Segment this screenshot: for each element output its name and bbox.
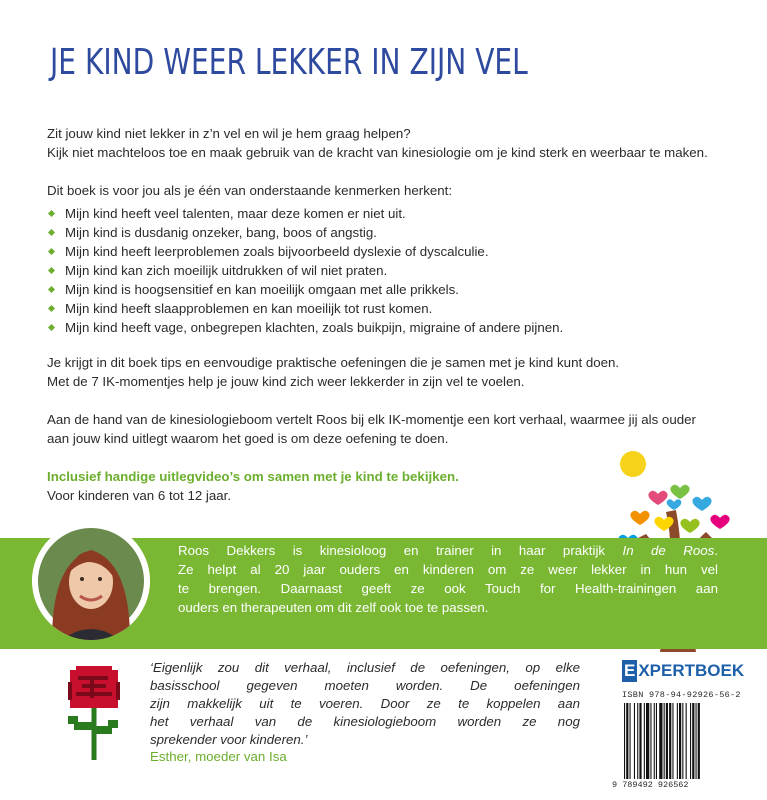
- list-heading: Dit boek is voor jou als je één van onderstaande kenmerken herkent:: [47, 183, 453, 198]
- quote-line: basisschool gegeven moeten worden. De oefeningen: [150, 678, 580, 693]
- author-bio-line-2: Ze helpt al 20 jaar ouders en kinderen om ze weer lekker in hun vel: [178, 562, 718, 577]
- quote-line: sprekender voor kinderen.’: [150, 732, 308, 747]
- author-bio-line-1: Roos Dekkers is kinesioloog en trainer in haar praktijk In de Roos.: [178, 543, 719, 558]
- pixel-rose-illustration: [60, 664, 130, 764]
- list-item: Mijn kind heeft leerproblemen zoals bijvoorbeeld dyslexie of dyscalculie.: [47, 242, 563, 261]
- list-item: Mijn kind is hoogsensitief en kan moeilijk omgaan met alle prikkels.: [47, 280, 563, 299]
- testimonial-quote: [150, 659, 580, 749]
- author-bio: [178, 541, 718, 617]
- book-title: JE KIND WEER LEKKER IN ZIJN VEL: [50, 42, 528, 83]
- tips-line-2: Met de 7 IK-momentjes help je jouw kind zich weer lekkerder in zijn vel te voelen.: [47, 374, 525, 389]
- intro-line-2: Kijk niet machteloos toe en maak gebruik van de kracht van kinesiologie om je kind sterk en weerbaar te maken.: [47, 145, 708, 160]
- quote-line: zijn makkelijk uit te voeren. Door ze te koppelen aan: [150, 696, 580, 711]
- publisher-logo: E XPERTBOEK: [624, 661, 745, 680]
- barcode: [622, 703, 730, 781]
- tips-line-1: Je krijgt in dit boek tips en eenvoudige praktische oefeningen die je samen met je kind kunt doen.: [47, 355, 620, 370]
- feature-list: [47, 204, 563, 337]
- list-item: Mijn kind is dusdanig onzeker, bang, boos of angstig.: [47, 223, 563, 242]
- intro-line-1: Zit jouw kind niet lekker in z’n vel en wil je hem graag helpen?: [47, 126, 411, 141]
- list-item: Mijn kind heeft slaapproblemen en kan moeilijk tot rust komen.: [47, 299, 563, 318]
- barcode-digits: 9 789492 926562: [612, 780, 689, 790]
- author-bio-line-3: te brengen. Daarnaast geeft ze ook Touch for Health-trainingen aan: [178, 581, 718, 596]
- list-item: Mijn kind heeft vage, onbegrepen klachten, zoals buikpijn, migraine of andere pijnen.: [47, 318, 563, 337]
- isbn-label: ISBN 978-94-92926-56-2: [622, 690, 741, 700]
- author-photo: [32, 522, 150, 640]
- quote-line: ‘Eigenlijk zou dit verhaal, inclusief de oefeningen, op elke: [150, 660, 580, 675]
- list-item: Mijn kind kan zich moeilijk uitdrukken of wil niet praten.: [47, 261, 563, 280]
- list-item: Mijn kind heeft veel talenten, maar deze komen er niet uit.: [47, 204, 563, 223]
- age-range: Voor kinderen van 6 tot 12 jaar.: [47, 488, 232, 503]
- quote-attribution: Esther, moeder van Isa: [150, 749, 287, 764]
- quote-line: het verhaal van de kinesiologieboom worden ze nog: [150, 714, 580, 729]
- story-line-1: Aan de hand van de kinesiologieboom vertelt Roos bij elk IK-momentje een kort verhaal, waarmee jij als ouder: [47, 412, 696, 427]
- author-bio-line-4: ouders en therapeuten om dit zelf ook toe te passen.: [178, 600, 489, 615]
- video-highlight: Inclusief handige uitlegvideo’s om samen met je kind te bekijken.: [47, 469, 459, 484]
- story-line-2: aan jouw kind uitlegt waarom het goed is om deze oefening te doen.: [47, 431, 449, 446]
